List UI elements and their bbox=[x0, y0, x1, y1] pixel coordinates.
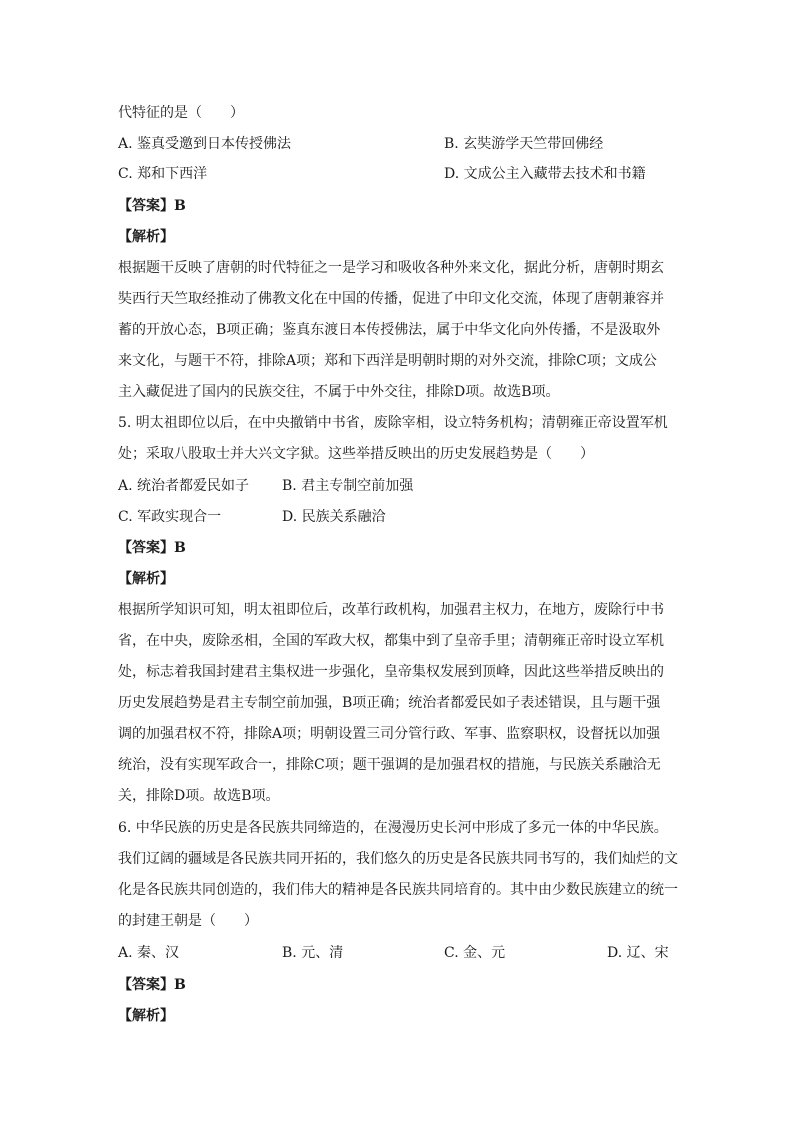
q6-option-c: C. 金、元 bbox=[444, 945, 506, 961]
q6-answer: 【答案】B bbox=[118, 977, 186, 993]
q5-option-d: D. 民族关系融洽 bbox=[282, 509, 386, 525]
q6-stem-line: 化是各民族共同创造的，我们伟大的精神是各民族共同培育的。其中由少数民族建立的统一 bbox=[118, 882, 678, 898]
q5-answer: 【答案】B bbox=[118, 540, 186, 556]
q5-analysis-label: 【解析】 bbox=[118, 571, 174, 587]
q4-analysis-line: 奘西行天竺取经推动了佛教文化在中国的传播，促进了中印文化交流，体现了唐朝兼容并 bbox=[118, 291, 664, 307]
q5-stem-line: 处；采取八股取士并大兴文字狱。这些举措反映出的历史发展趋势是（ ） bbox=[118, 446, 594, 462]
q5-analysis-line: 处，标志着我国封建君主集权进一步强化，皇帝集权发展到顶峰，因此这些举措反映出的 bbox=[118, 664, 664, 680]
q6-stem-line: 的封建王朝是（ ） bbox=[118, 913, 258, 929]
q4-option-c: C. 郑和下西洋 bbox=[118, 166, 208, 182]
q5-analysis-line: 根据所学知识可知，明太祖即位后，改革行政机构，加强君主权力，在地方，废除行中书 bbox=[118, 602, 664, 618]
q4-analysis-line: 根据题干反映了唐朝的时代特征之一是学习和吸收各种外来文化，据此分析，唐朝时期玄 bbox=[118, 260, 664, 276]
q4-option-b: B. 玄奘游学天竺带回佛经 bbox=[444, 136, 604, 152]
q6-option-d: D. 辽、宋 bbox=[607, 945, 669, 961]
q4-answer: 【答案】B bbox=[118, 198, 186, 214]
q5-analysis-line: 调的加强君权不符，排除A项；明朝设置三司分管行政、军事、监察职权，设督抚以加强 bbox=[118, 726, 661, 742]
q5-analysis-line: 省，在中央，废除丞相，全国的军政大权，都集中到了皇帝手里；清朝雍正帝时设立军机 bbox=[118, 633, 664, 649]
q5-option-a: A. 统治者都爱民如子 bbox=[118, 478, 250, 494]
q6-stem-line: 6. 中华民族的历史是各民族共同缔造的，在漫漫历史长河中形成了多元一体的中华民族。 bbox=[118, 820, 668, 836]
q4-analysis-line: 主入藏促进了国内的民族交往，不属于中外交往，排除D项。故选B项。 bbox=[118, 384, 560, 400]
q4-stem-tail: 代特征的是（ ） bbox=[118, 105, 244, 121]
q5-stem-line: 5. 明太祖即位以后，在中央撤销中书省，废除宰相，设立特务机构；清朝雍正帝设置军机 bbox=[118, 415, 668, 431]
q5-analysis-line: 历史发展趋势是君主专制空前加强，B项正确；统治者都爱民如子表述错误，且与题干强 bbox=[118, 695, 661, 711]
q4-option-a: A. 鉴真受邀到日本传授佛法 bbox=[118, 136, 292, 152]
q4-analysis-line: 蓄的开放心态，B项正确；鉴真东渡日本传授佛法，属于中华文化向外传播，不是汲取外 bbox=[118, 322, 661, 338]
q4-analysis-line: 来文化，与题干不符，排除A项；郑和下西洋是明朝时期的对外交流，排除C项；文成公 bbox=[118, 353, 657, 369]
q4-analysis-label: 【解析】 bbox=[118, 229, 174, 245]
q6-option-b: B. 元、清 bbox=[282, 945, 344, 961]
q6-option-a: A. 秦、汉 bbox=[118, 945, 180, 961]
q4-option-d: D. 文成公主入藏带去技术和书籍 bbox=[444, 166, 646, 182]
q5-analysis-line: 统治，没有实现军政合一，排除C项；题干强调的是加强君权的措施，与民族关系融洽无 bbox=[118, 757, 661, 773]
q6-stem-line: 我们辽阔的疆域是各民族共同开拓的，我们悠久的历史是各民族共同书写的，我们灿烂的文 bbox=[118, 851, 678, 867]
q5-option-c: C. 军政实现合一 bbox=[118, 509, 222, 525]
q5-option-b: B. 君主专制空前加强 bbox=[282, 478, 414, 494]
q6-analysis-label: 【解析】 bbox=[118, 1008, 174, 1024]
q5-analysis-line: 关，排除D项。故选B项。 bbox=[118, 788, 280, 804]
